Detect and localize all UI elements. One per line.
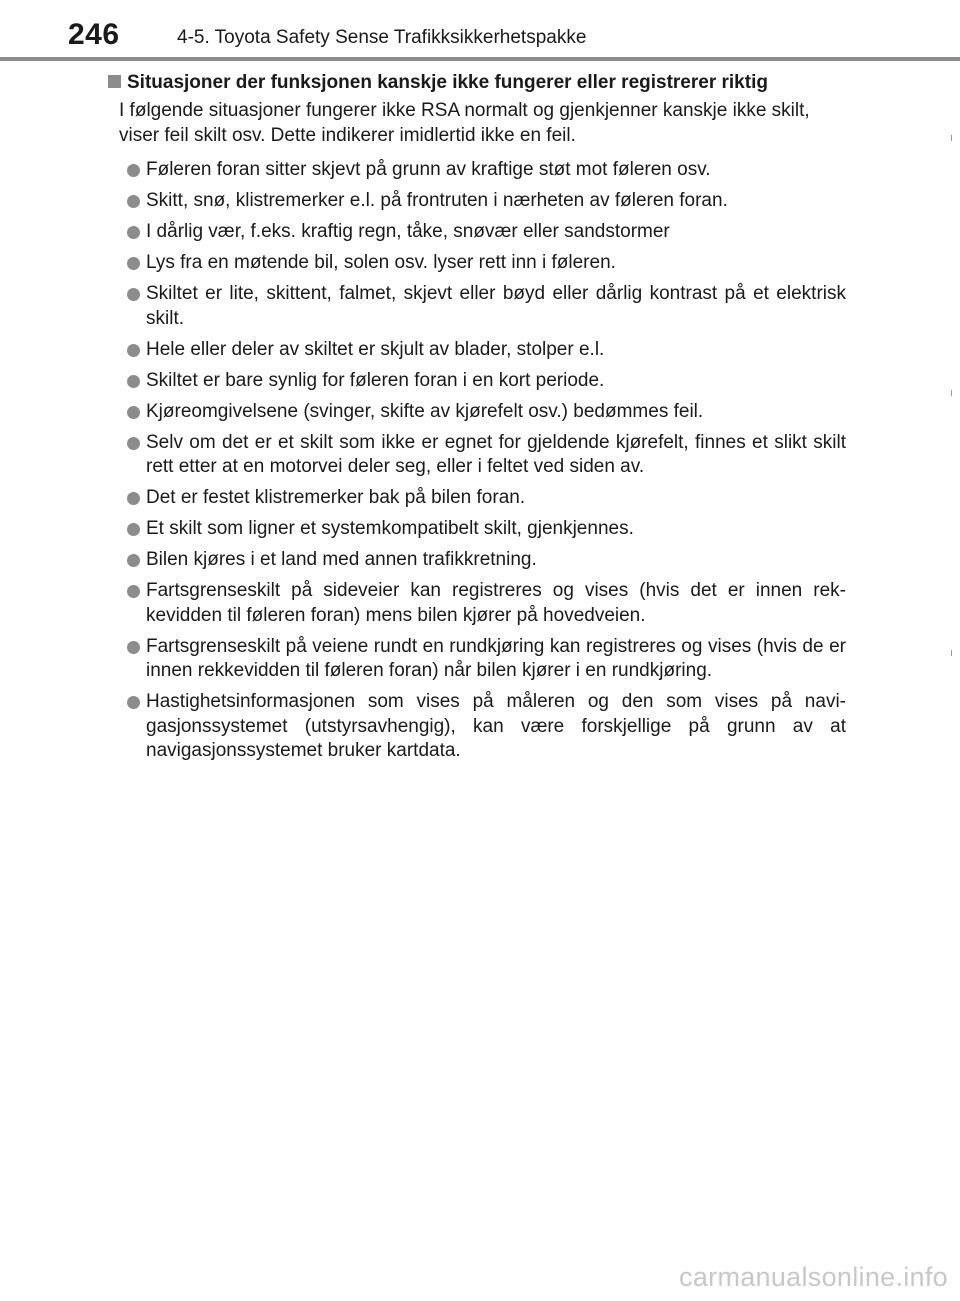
list-item-text: I dårlig vær, f.eks. kraftig regn, tåke, snøvær eller sandstormer [146, 221, 670, 242]
list-item [110, 338, 846, 363]
circle-bullet-icon [127, 164, 140, 177]
list-item-text: Hele eller deler av skiltet er skjult av blader, stolper e.l. [146, 338, 605, 360]
list-item-text: Føleren foran sitter skjevt på grunn av kraftige støt mot føleren osv. [146, 159, 711, 180]
list-item [110, 431, 846, 480]
margin-tick [951, 390, 952, 396]
list-item [110, 579, 846, 628]
circle-bullet-icon [127, 554, 140, 567]
list-item [110, 369, 846, 394]
list-item [110, 220, 846, 245]
header-rule [0, 57, 960, 61]
list-item-text: Et skilt som ligner et systemkompatibelt skilt, gjenkjennes. [146, 518, 634, 539]
list-item-text: Det er festet klistremerker bak på bilen foran. [146, 487, 526, 508]
chapter-title: 4-5. Toyota Safety Sense Trafikksikkerhetspakke [177, 27, 587, 48]
list-item-text: Fartsgrenseskilt på veiene rundt en rundkjøring kan registreres og vises (hvis de er innen rekkevidden til føleren foran) når bilen kjører i en rundkjøring. [146, 635, 846, 681]
list-item-text: Skiltet er bare synlig for føleren foran i en kort periode. [146, 369, 605, 391]
circle-bullet-icon [127, 437, 140, 450]
circle-bullet-icon [127, 226, 140, 239]
circle-bullet-icon [127, 696, 140, 709]
circle-bullet-icon [127, 406, 140, 419]
margin-tick [951, 650, 952, 656]
circle-bullet-icon [127, 288, 140, 301]
page-header [0, 0, 960, 60]
list-item-text: Selv om det er et skilt som ikke er egnet for gjeldende kjørefelt, finnes et slikt skilt rett etter at en motorvei deler seg, eller i feltet ved siden av. [146, 431, 846, 477]
main-content [110, 70, 846, 770]
list-item-text: Fartsgrenseskilt på sideveier kan registreres og vises (hvis det er innen rekkevidden til føleren foran) mens bilen kjører på hovedveien. [146, 580, 846, 626]
circle-bullet-icon [127, 375, 140, 388]
section-heading-text: Situasjoner der funksjonen kanskje ikke fungerer eller registrerer riktig [127, 72, 768, 93]
circle-bullet-icon [127, 257, 140, 270]
intro-paragraph: I følgende situasjoner fungerer ikke RSA normalt og gjenkjenner kanskje ikke skilt, viser feil skilt osv. Dette indikerer imidlertid ikke en feil. [119, 100, 810, 146]
list-item [110, 690, 846, 764]
list-item-text: Bilen kjøres i et land med annen trafikkretning. [146, 549, 537, 570]
list-item [110, 158, 846, 183]
list-item [110, 251, 846, 276]
watermark: carmanualsonline.info [679, 1262, 948, 1292]
circle-bullet-icon [127, 344, 140, 357]
list-item [110, 548, 846, 573]
circle-bullet-icon [127, 195, 140, 208]
square-bullet-icon [108, 75, 121, 88]
list-item [110, 400, 846, 425]
circle-bullet-icon [127, 523, 140, 536]
list-item-text: Skitt, snø, klistremerker e.l. på frontruten i nærheten av føleren foran. [146, 190, 728, 211]
list-item-text: Skiltet er lite, skittent, falmet, skjevt eller bøyd eller dårlig kontrast på et elektrisk skilt. [146, 283, 846, 329]
page-number: 246 [68, 18, 120, 51]
list-item-text: Hastighetsinformasjonen som vises på måleren og den som vises på navigasjonssystemet (utstyrsavhengig), kan være forskjellige på grunn av at navigasjonssystemet bruker kartdata. [146, 691, 846, 761]
margin-tick [951, 135, 952, 141]
bullet-list [110, 158, 846, 764]
list-item [110, 282, 846, 331]
circle-bullet-icon [127, 492, 140, 505]
circle-bullet-icon [127, 585, 140, 598]
list-item [110, 517, 846, 542]
circle-bullet-icon [127, 641, 140, 654]
list-item-text: Kjøreomgivelsene (svinger, skifte av kjørefelt osv.) bedømmes feil. [146, 400, 704, 422]
list-item [110, 635, 846, 684]
list-item-text: Lys fra en møtende bil, solen osv. lyser rett inn i føleren. [146, 252, 616, 273]
section-heading [108, 70, 846, 96]
list-item [110, 189, 846, 214]
list-item [110, 486, 846, 511]
